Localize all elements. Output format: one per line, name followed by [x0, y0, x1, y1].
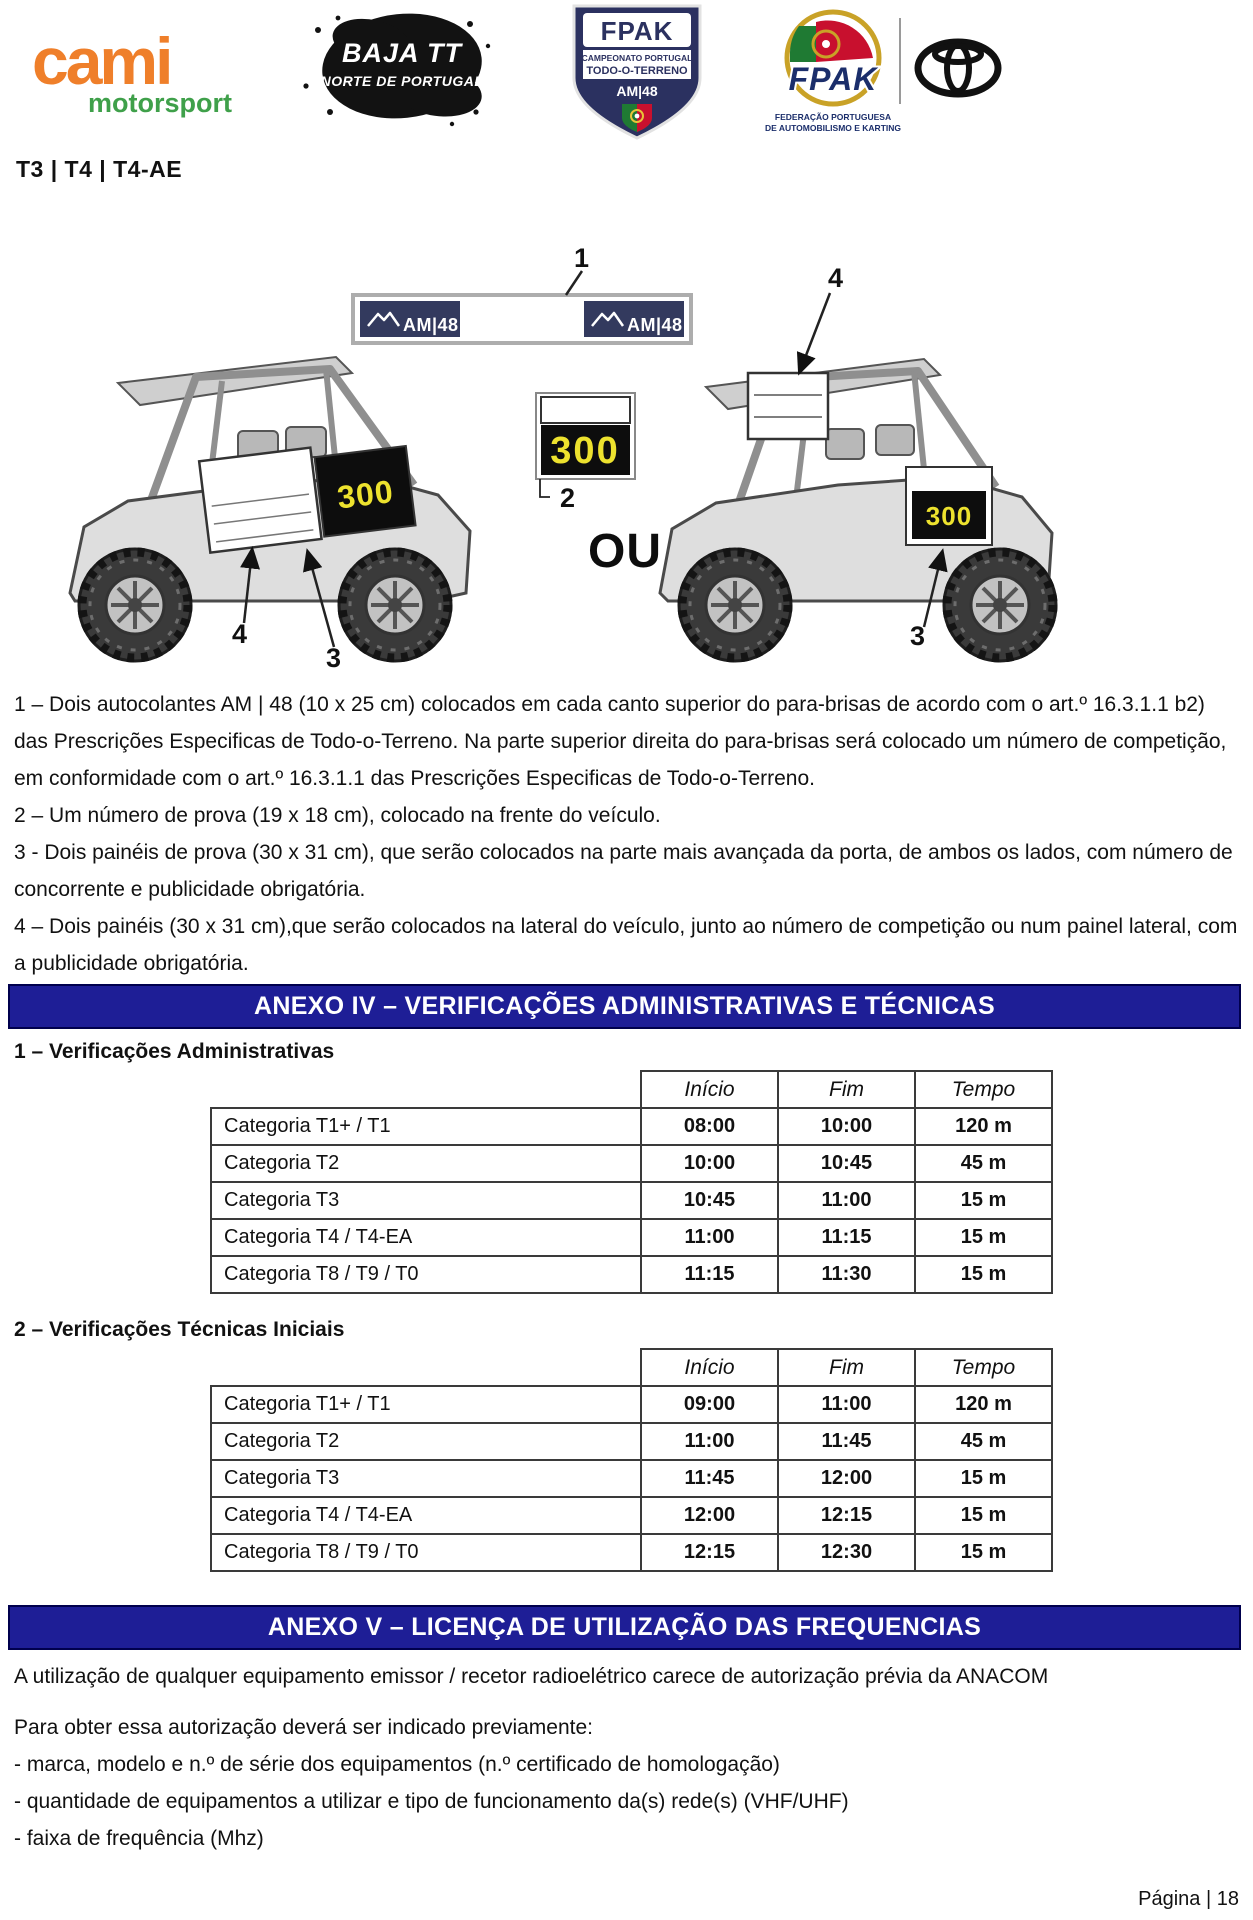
bullet-quantidade: - quantidade de equipamentos a utilizar e tipo de funcionamento da(s) rede(s) (VHF/UHF): [14, 1790, 849, 1813]
table-row: [211, 1423, 1052, 1460]
anexo-iv-banner: ANEXO IV – VERIFICAÇÕES ADMINISTRATIVAS E TÉCNICAS: [8, 984, 1241, 1029]
note-2: 2 – Um número de prova (19 x 18 cm), colocado na frente do veículo.: [14, 804, 661, 827]
right-rear-panel: [748, 373, 828, 439]
fpak-shield-sub2: TODO-O-TERRENO: [586, 65, 688, 77]
category-cell: Categoria T4 / T4-EA: [211, 1497, 641, 1534]
bullet-marca: - marca, modelo e n.º de série dos equipamentos (n.º certificado de homologação): [14, 1753, 780, 1776]
fpak-federation-sub1: FEDERAÇÃO PORTUGUESA: [774, 112, 892, 122]
administrative-checks-table: [210, 1070, 1053, 1294]
fim-cell: 11:45: [778, 1423, 915, 1460]
fim-cell: 12:15: [778, 1497, 915, 1534]
fpak-championship-shield-logo: [574, 6, 700, 138]
category-cell: Categoria T4 / T4-EA: [211, 1219, 641, 1256]
fpak-federation-logo: [765, 12, 901, 133]
table-row: [211, 1145, 1052, 1182]
am48-label-left: AM|48: [403, 315, 459, 335]
fim-cell: 12:00: [778, 1460, 915, 1497]
page-number: Página | 18: [1138, 1888, 1239, 1910]
right-door-panel: [906, 467, 992, 545]
category-cell: Categoria T2: [211, 1145, 641, 1182]
category-cell: Categoria T2: [211, 1423, 641, 1460]
callout-3-right: 3: [910, 621, 926, 651]
tempo-cell: 45 m: [915, 1423, 1052, 1460]
callout-4-left: 4: [232, 619, 248, 649]
page-title: T3 | T4 | T4-AE: [16, 156, 183, 182]
note-1: 1 – Dois autocolantes AM | 48 (10 x 25 cm) colocados em cada canto superior do para-brisas de acordo com o art.º 16.3.1.1 b2) das Prescrições Especificas de Todo-o-Terreno. Na parte superior direita do para-brisas será colocado um número de competição, em conformidade com o art.º 16.3.1.1 das Prescrições Especificas de Todo-o-Terreno.: [14, 693, 1227, 790]
toyota-logo: [918, 42, 998, 94]
fpak-shield-title: FPAK: [600, 16, 674, 46]
vehicle-illustration-right: [660, 359, 1056, 661]
bullet-faixa: - faixa de frequência (Mhz): [14, 1827, 264, 1850]
col-header-inicio: Início: [641, 1071, 778, 1108]
tempo-cell: 120 m: [915, 1108, 1052, 1145]
fim-cell: 11:30: [778, 1256, 915, 1293]
col-header-fim: Fim: [778, 1349, 915, 1386]
cami-logo-text: cami: [32, 24, 171, 98]
inicio-cell: 11:00: [641, 1423, 778, 1460]
tempo-cell: 15 m: [915, 1219, 1052, 1256]
fpak-federation-title: FPAK: [788, 61, 878, 97]
inicio-cell: 10:00: [641, 1145, 778, 1182]
inicio-cell: 11:45: [641, 1460, 778, 1497]
tempo-cell: 15 m: [915, 1497, 1052, 1534]
fim-cell: 11:15: [778, 1219, 915, 1256]
callout-1: 1: [574, 243, 590, 273]
authorization-line: Para obter essa autorização deverá ser indicado previamente:: [14, 1716, 593, 1739]
front-number-plate: [536, 393, 635, 479]
cami-motorsport-logo: [32, 24, 232, 118]
anacom-line: A utilização de qualquer equipamento emissor / recetor radioelétrico carece de autorização prévia da ANACOM: [14, 1665, 1049, 1688]
front-plate-race-number: 300: [550, 430, 620, 472]
table-row: [211, 1460, 1052, 1497]
category-cell: Categoria T8 / T9 / T0: [211, 1534, 641, 1571]
table-row: [211, 1256, 1052, 1293]
tempo-cell: 15 m: [915, 1182, 1052, 1219]
inicio-cell: 12:15: [641, 1534, 778, 1571]
callout-3-left: 3: [326, 643, 342, 673]
inicio-cell: 08:00: [641, 1108, 778, 1145]
col-header-tempo: Tempo: [915, 1349, 1052, 1386]
fim-cell: 10:45: [778, 1145, 915, 1182]
category-cell: Categoria T1+ / T1: [211, 1386, 641, 1423]
cami-logo-subtext: motorsport: [88, 88, 232, 118]
inicio-cell: 12:00: [641, 1497, 778, 1534]
frequency-licence-text: [14, 1658, 1242, 1857]
table-row: [211, 1386, 1052, 1423]
table-row: [211, 1497, 1052, 1534]
table-header-row: [211, 1071, 1052, 1108]
callout-4-right: 4: [828, 263, 844, 293]
table-row: [211, 1534, 1052, 1571]
tempo-cell: 15 m: [915, 1460, 1052, 1497]
table-row: [211, 1182, 1052, 1219]
baja-tt-logo: [303, 6, 490, 126]
tempo-cell: 120 m: [915, 1386, 1052, 1423]
col-header-inicio: Início: [641, 1349, 778, 1386]
baja-logo-line1: BAJA TT: [342, 38, 462, 68]
fim-cell: 11:00: [778, 1182, 915, 1219]
inicio-cell: 10:45: [641, 1182, 778, 1219]
tempo-cell: 45 m: [915, 1145, 1052, 1182]
table-row: [211, 1108, 1052, 1145]
table-header-row: [211, 1349, 1052, 1386]
baja-logo-line2: NORTE DE PORTUGAL: [320, 73, 484, 89]
fpak-federation-sub2: DE AUTOMOBILISMO E KARTING: [765, 123, 901, 133]
inicio-cell: 11:00: [641, 1219, 778, 1256]
fpak-shield-sub1: CAMPEONATO PORTUGAL: [581, 53, 693, 63]
technical-checks-table: [210, 1348, 1053, 1572]
col-header-tempo: Tempo: [915, 1071, 1052, 1108]
fim-cell: 10:00: [778, 1108, 915, 1145]
marking-notes: [14, 686, 1242, 982]
header-logos: [0, 0, 1253, 150]
note-4: 4 – Dois painéis (30 x 31 cm),que serão colocados na lateral do veículo, junto ao número de competição ou num painel lateral, com a publicidade obrigatória.: [14, 915, 1238, 975]
fim-cell: 11:00: [778, 1386, 915, 1423]
fim-cell: 12:30: [778, 1534, 915, 1571]
category-cell: Categoria T8 / T9 / T0: [211, 1256, 641, 1293]
category-cell: Categoria T3: [211, 1182, 641, 1219]
callout-2: 2: [560, 483, 576, 513]
note-3: 3 - Dois painéis de prova (30 x 31 cm), que serão colocados na parte mais avançada da porta, de ambos os lados, com número de concorrente e publicidade obrigatória.: [14, 841, 1233, 901]
section-2-title: 2 – Verificações Técnicas Iniciais: [14, 1318, 345, 1341]
tempo-cell: 15 m: [915, 1256, 1052, 1293]
am48-windscreen-strip: [353, 295, 691, 343]
col-header-fim: Fim: [778, 1071, 915, 1108]
inicio-cell: 11:15: [641, 1256, 778, 1293]
fpak-shield-am48: AM|48: [616, 83, 658, 99]
left-door-race-number: 300: [335, 472, 396, 516]
category-cell: Categoria T1+ / T1: [211, 1108, 641, 1145]
vehicle-illustration-left: [70, 357, 470, 661]
am48-label-right: AM|48: [627, 315, 683, 335]
anexo-v-banner: ANEXO V – LICENÇA DE UTILIZAÇÃO DAS FREQUENCIAS: [8, 1605, 1241, 1650]
section-1-title: 1 – Verificações Administrativas: [14, 1040, 335, 1063]
category-cell: Categoria T3: [211, 1460, 641, 1497]
table-row: [211, 1219, 1052, 1256]
right-door-race-number: 300: [925, 501, 973, 531]
inicio-cell: 09:00: [641, 1386, 778, 1423]
tempo-cell: 15 m: [915, 1534, 1052, 1571]
or-separator-label: OU: [588, 525, 662, 578]
vehicle-marking-figure: [0, 205, 1253, 675]
